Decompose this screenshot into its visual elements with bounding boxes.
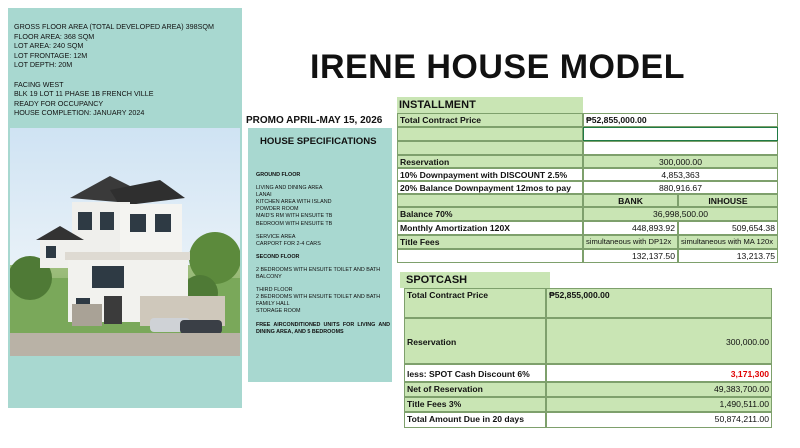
spotcash-header: SPOTCASH: [400, 272, 550, 288]
completion-date: HOUSE COMPLETION: JANUARY 2024: [14, 108, 145, 118]
second-floor-heading: SECOND FLOOR: [256, 253, 300, 260]
spot-reservation-label: Reservation: [404, 318, 546, 364]
empty-cell: [397, 194, 583, 207]
lot-frontage: LOT FRONTAGE: 12M: [14, 50, 88, 60]
empty-cell: [583, 141, 778, 155]
gross-floor-area: GROSS FLOOR AREA (TOTAL DEVELOPED AREA) 398SQM: [14, 22, 214, 31]
spot-title-fees-label: Title Fees 3%: [404, 397, 546, 412]
spot-net-value: 49,383,700.00: [546, 382, 772, 397]
spot-total-label: Total Amount Due in 20 days: [404, 412, 546, 428]
tcp-label: Total Contract Price: [397, 113, 583, 127]
list-item: SERVICE AREA: [256, 233, 296, 240]
lot-area: LOT AREA: 240 SQM: [14, 41, 84, 51]
balance-70-label: Balance 70%: [397, 207, 583, 221]
selected-cell[interactable]: [583, 127, 778, 141]
downpayment-label: 10% Downpayment with DISCOUNT 2.5%: [397, 168, 583, 181]
spot-reservation-value: 300,000.00: [546, 318, 772, 364]
reservation-value: 300,000.00: [583, 155, 778, 168]
title-fees-inhouse: 13,213.75: [678, 249, 778, 263]
amortization-bank: 448,893.92: [583, 221, 678, 235]
spacer: [14, 70, 239, 80]
amortization-label: Monthly Amortization 120X: [397, 221, 583, 235]
list-item: STORAGE ROOM: [256, 308, 301, 315]
list-item: MAID'S RM WITH ENSUITE TB: [256, 213, 333, 220]
spot-discount-label: less: SPOT Cash Discount 6%: [404, 364, 546, 382]
list-item: FAMILY HALL: [256, 301, 290, 308]
balance-20-label: 20% Balance Downpayment 12mos to pay: [397, 181, 583, 194]
property-details: [14, 22, 239, 118]
occupancy-status: READY FOR OCCUPANCY: [14, 98, 104, 108]
title-fees-label: Title Fees: [397, 235, 583, 249]
aircon-note: FREE AIRCONDITIONED UNITS FOR LIVING AND DINING AREA, AND 5 BEDROOMS: [256, 321, 390, 335]
list-item: LANAI: [256, 192, 272, 199]
house-specs-list: [256, 172, 390, 336]
house-specs-title: HOUSE SPECIFICATIONS: [260, 136, 377, 147]
balance-70-value: 36,998,500.00: [583, 207, 778, 221]
list-item: 2 BEDROOMS WITH ENSUITE TOILET AND BATH: [256, 266, 381, 273]
title-fees-bank-note: simultaneous with DP12x: [583, 235, 678, 249]
ground-floor-heading: GROUND FLOOR: [256, 172, 301, 178]
spot-discount-value: 3,171,300: [546, 364, 772, 382]
title-fees-bank: 132,137.50: [583, 249, 678, 263]
house-specifications-panel: [248, 128, 392, 382]
facing: FACING WEST: [14, 79, 64, 89]
block-lot: BLK 19 LOT 11 PHASE 1B FRENCH VILLE: [14, 89, 154, 99]
empty-cell: [397, 127, 583, 141]
list-item: CARPORT FOR 2-4 CARS: [256, 240, 321, 247]
house-photo: [10, 128, 240, 356]
inhouse-header: INHOUSE: [678, 194, 778, 207]
spot-tcp-value: ₱52,855,000.00: [546, 288, 772, 318]
list-item: POWDER ROOM: [256, 206, 299, 213]
house-illustration: [10, 128, 240, 356]
bank-header: BANK: [583, 194, 678, 207]
amortization-inhouse: 509,654.38: [678, 221, 778, 235]
title-fees-inhouse-note: simultaneous with MA 120x: [678, 235, 778, 249]
balance-20-value: 880,916.67: [583, 181, 778, 194]
page-title: IRENE HOUSE MODEL: [310, 48, 685, 86]
list-item: LIVING AND DINING AREA: [256, 185, 323, 192]
empty-cell: [397, 249, 583, 263]
spot-tcp-label: Total Contract Price: [404, 288, 546, 318]
floor-area: FLOOR AREA: 368 SQM: [14, 31, 95, 41]
installment-header: INSTALLMENT: [397, 97, 583, 113]
tcp-value: ₱52,855,000.00: [583, 113, 778, 127]
third-floor-heading: THIRD FLOOR: [256, 287, 293, 294]
spot-title-fees-value: 1,490,511.00: [546, 397, 772, 412]
list-item: KITCHEN AREA WITH ISLAND: [256, 199, 332, 206]
spot-total-value: 50,874,211.00: [546, 412, 772, 428]
list-item: 2 BEDROOMS WITH ENSUITE TOILET AND BATH: [256, 294, 381, 301]
lot-depth: LOT DEPTH: 20M: [14, 60, 73, 70]
spot-net-label: Net of Reservation: [404, 382, 546, 397]
downpayment-value: 4,853,363: [583, 168, 778, 181]
promo-banner: PROMO APRIL-MAY 15, 2026: [246, 115, 383, 126]
list-item: BEDROOM WITH ENSUITE TB: [256, 220, 333, 227]
empty-cell: [397, 141, 583, 155]
reservation-label: Reservation: [397, 155, 583, 168]
list-item: BALCONY: [256, 274, 282, 281]
